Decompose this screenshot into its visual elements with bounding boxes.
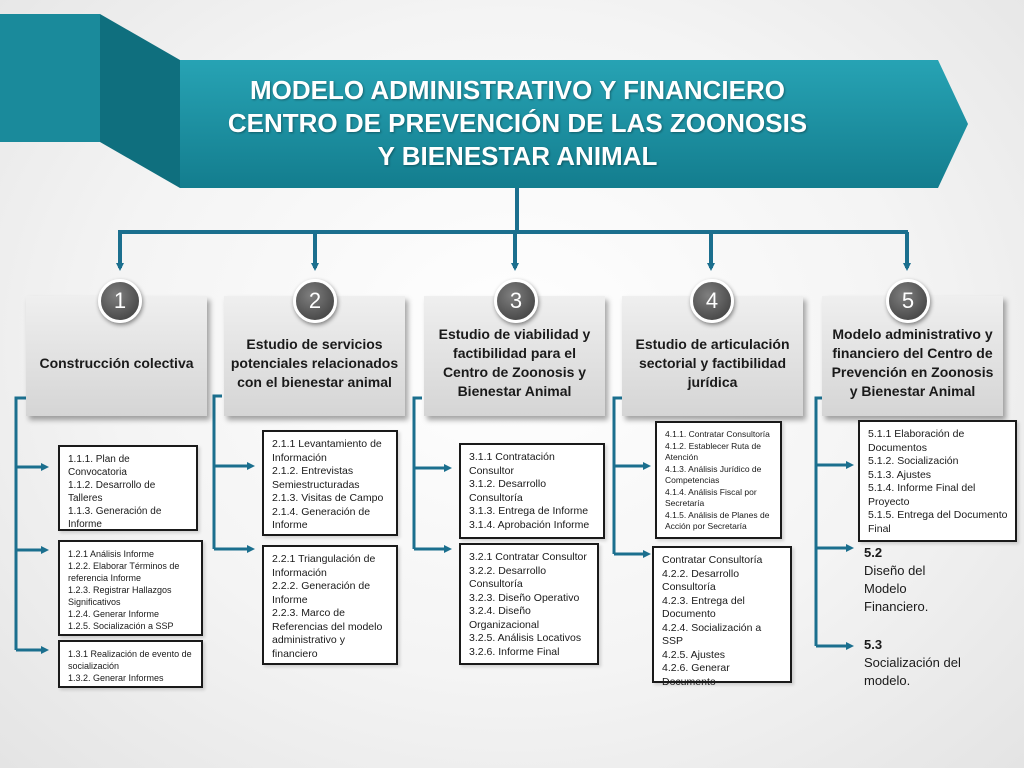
stage-1-number: 1 [98, 279, 142, 323]
activity-item: 2.1.4. Generación de Informe [272, 505, 371, 531]
activity-item: 2.2.3. Marco de Referencias del modelo administrativo y financiero [272, 607, 383, 660]
activity-item: 4.1.3. Análisis Jurídico de Competencias [665, 463, 762, 485]
activity-item: 1.1.1. Plan de Convocatoria [68, 454, 130, 478]
activity-item: 2.2.2. Generación de Informe [272, 580, 371, 606]
activity-item: 4.1.2. Establecer Ruta de Atención [665, 440, 761, 462]
activity-box-3-2 [459, 543, 599, 665]
activity-5-2-number: 5.2 [864, 545, 883, 560]
activity-box-3-1 [459, 443, 605, 539]
activity-item: 4.2.4. Socialización a SSP [662, 621, 762, 647]
activity-box-4-1 [655, 421, 782, 539]
activity-item: 1.1.2. Desarrollo de Talleres [68, 480, 156, 504]
activity-box-1-1 [58, 445, 198, 531]
activity-item: 3.1.3. Entrega de Informe [469, 505, 589, 517]
activity-item: 3.1.4. Aprobación Informe [469, 518, 590, 531]
activity-5-2 [864, 544, 928, 616]
stage-5-number: 5 [886, 279, 930, 323]
activity-item: 2.1.1 Levantamiento de Información [272, 438, 382, 464]
activity-item: 5.1.1 Elaboración de Documentos [868, 428, 965, 454]
activity-item: 2.1.3. Visitas de Campo [272, 492, 384, 504]
activity-item: 3.2.2. Desarrollo Consultoría [469, 564, 547, 590]
activity-item: 3.2.5. Análisis Locativos [469, 632, 582, 644]
activity-item: 4.1.5. Análisis de Planes de Acción por Secretaría [665, 509, 770, 531]
activity-box-5-1 [858, 420, 1017, 542]
activity-item: 3.2.3. Diseño Operativo [469, 591, 580, 604]
activity-box-2-1 [262, 430, 398, 536]
stage-2-label: Estudio de servicios potenciales relacionados con el bienestar animal [230, 335, 399, 390]
activity-item: Contratar Consultoría [662, 554, 763, 566]
stage-1-label: Construcción colectiva [39, 354, 194, 371]
activity-box-2-2 [262, 545, 398, 665]
title-line: CENTRO DE PREVENCIÓN DE LAS ZOONOSIS [227, 108, 808, 138]
title-line: Y BIENESTAR ANIMAL [377, 141, 658, 171]
activity-box-4-2 [652, 546, 792, 688]
activity-item: 3.2.1 Contratar Consultor [469, 551, 587, 563]
activity-item: 2.2.1 Triangulación de Información [272, 553, 376, 579]
activity-item: 1.1.3. Generación de Informe [68, 506, 162, 530]
activity-item: 3.1.1 Contratación Consultor [469, 451, 555, 477]
activity-item: 1.2.1 Análisis Informe [68, 549, 155, 559]
activity-item: 1.3.1 Realización de evento de socialización [68, 649, 192, 671]
activity-item: Financiero. [864, 599, 929, 614]
stage-3-label: Estudio de viabilidad y factibilidad para el Centro de Zoonosis y Bienestar Animal [438, 326, 591, 399]
banner-left-ribbon-face [0, 14, 100, 142]
activity-item: 4.2.6. Generar Documento [662, 662, 730, 688]
activity-item: 5.1.5. Entrega del Documento Final [868, 509, 1008, 535]
activity-box-1-2 [58, 540, 203, 636]
activity-item: 4.1.1. Contratar Consultoría [665, 429, 770, 439]
activity-box-1-3 [58, 640, 203, 688]
stage-2-number: 2 [293, 279, 337, 323]
activity-item: 5.1.3. Ajustes [868, 468, 932, 481]
stage-5-label: Modelo administrativo y financiero del Centro de Prevención en Zoonosis y Bienestar Animal [831, 326, 994, 399]
activity-item: Modelo [864, 581, 907, 596]
activity-item: 1.2.4. Generar Informe [68, 609, 160, 619]
activity-item: 1.3.2. Generar Informes [68, 673, 164, 683]
activity-5-3 [864, 636, 961, 690]
title-line: MODELO ADMINISTRATIVO Y FINANCIERO [250, 75, 785, 105]
activity-item: 4.2.2. Desarrollo Consultoría [662, 567, 740, 593]
activity-item: modelo. [864, 673, 911, 688]
activity-item: Socialización del [864, 655, 961, 670]
activity-item: 4.1.4. Análisis Fiscal por Secretaría [665, 486, 757, 508]
stage-4-number: 4 [690, 279, 734, 323]
activity-item: 2.1.2. Entrevistas Semiestructuradas [272, 465, 360, 491]
activity-item: 1.2.2. Elaborar Términos de referencia Informe [68, 561, 180, 583]
activity-item: 5.1.2. Socialización [868, 455, 959, 467]
stage-4-label: Estudio de articulación sectorial y factibilidad jurídica [635, 335, 790, 390]
activity-item: 3.2.4. Diseño Organizacional [469, 605, 540, 631]
activity-item: 5.1.4. Informe Final del Proyecto [868, 482, 976, 508]
activity-item: 3.2.6. Informe Final [469, 645, 560, 658]
activity-5-3-number: 5.3 [864, 637, 883, 652]
activity-item: 1.2.3. Registrar Hallazgos Significativos [68, 585, 172, 607]
activity-item: 1.2.5. Socialización a SSP [68, 621, 174, 631]
stage-3-number: 3 [494, 279, 538, 323]
activity-item: 3.1.2. Desarrollo Consultoría [469, 478, 547, 504]
diagram-title [205, 74, 830, 173]
activity-item: 4.2.3. Entrega del Documento [662, 594, 745, 620]
activity-item: 4.2.5. Ajustes [662, 648, 726, 661]
activity-item: Diseño del [864, 563, 926, 578]
